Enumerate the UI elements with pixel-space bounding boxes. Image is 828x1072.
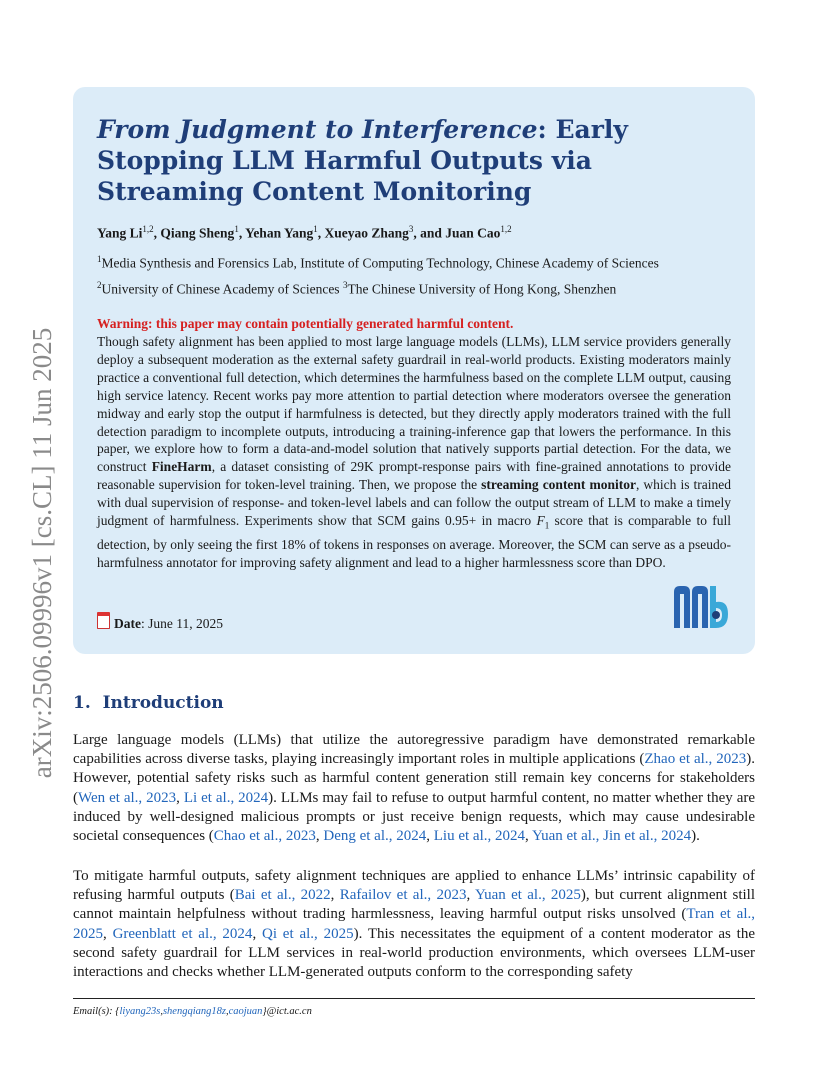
abstract-text [97,333,731,571]
arxiv-identifier: arXiv:2506.09996v1 [cs.CL] 11 Jun 2025 [27,327,57,779]
method-name: streaming content monitor [481,477,636,493]
affiliation-line-1 [97,254,659,272]
abstract-segment: , a dataset consisting of 29K prompt-response pairs with fine-grained annotations to provide reasonable supervision for token-level training. Then, we propose the [97,459,731,493]
author-affiliation-mark: 1,2 [142,224,154,234]
abstract-segment: score that is comparable to full detection, by only seeing the first 18% of tokens in responses on average. Moreover, the SCM can serve as a pseudo-harmfulness annotator for improving safety alignment and lead to a higher harmlessness score than DPO. [97,513,731,570]
author-affiliation-mark: 1 [234,224,239,234]
abstract-segment: Though safety alignment has been applied to most large language models (LLMs), LLM service providers generally deploy a subsequent moderation as the external safety guardrail in real-world products. Existing moderators mainly practice a conventional full detection, which determines the harmfulness based on the complete LLM output, causing high service latency. Recent works pay more attention to partial detection where moderators oversee the generation midway and early stop the output if harmfulness is detected, but they directly apply moderators trained with the full detection paradigm to incomplete outputs, introducing a training-inference gap that lowers the performance. In this paper, we explore how to form a data-and-model solution that natively supports partial detection. For the data, we construct [97,334,731,475]
citation-link[interactable]: Bai et al., 2022 [234,887,331,904]
email-link[interactable]: liyang23s [119,1006,161,1017]
author-affiliation-mark: 3 [408,224,414,234]
paper-title [97,114,737,207]
text-segment: ). LLMs may fail to refuse to output harmful content, no matter whether they are induced by well-designed malicious prompts or just receive benign requests, which may cause undesirable societal consequences ( [73,789,756,845]
citation-link[interactable]: Greenblatt et al., 2024 [112,925,253,942]
text-segment: ). However, potential safety risks such as harmful content generation still remain key concerns for stakeholders ( [73,751,755,806]
f1-subscript: 1 [544,520,550,531]
author-affiliation-mark: 1,2 [500,224,512,234]
citation-link[interactable]: Tran et al., 2025 [73,906,755,942]
content-warning: Warning: this paper may contain potentially generated harmful content. [97,316,514,331]
citation-link[interactable]: Qi et al., 2025 [262,925,354,942]
text-segment: Large language models (LLMs) that utilize the autoregressive paradigm have demonstrated remarkable capabilities across diverse tasks, playing increasingly important roles in multiple applications ( [73,732,755,768]
author-separator: , [317,225,325,241]
text-segment: , [426,828,434,845]
author-name: Qiang Sheng [160,225,235,241]
calendar-icon [97,612,110,629]
section-number: 1. [73,693,91,713]
footer-email [73,1006,312,1017]
publication-date [97,612,223,632]
author-name: Yehan Yang [245,225,314,241]
f1-symbol: F [536,513,545,529]
text-segment: , [466,887,475,904]
author-separator: , [153,225,161,241]
title-italic: From Judgment to Interference [97,115,538,144]
dataset-name: FineHarm [151,459,212,475]
affiliation-text: Media Synthesis and Forensics Lab, Institute of Computing Technology, Chinese Academy of Sciences [101,255,659,271]
author-name: Juan Cao [445,225,501,241]
email-link[interactable]: caojuan [228,1006,263,1017]
citation-link[interactable]: Liu et al., 2024 [433,828,525,845]
affiliation-mark: 3 [342,280,348,290]
text-segment: ). [691,828,700,845]
text-segment: ), but current alignment still cannot maintain helpfulness without trading harmlessness, leaving harmful output risks unsolved ( [73,887,755,923]
text-segment: , [252,925,262,942]
date-label: Date [114,616,141,631]
affiliation-mark: 2 [97,280,102,290]
title-rest: : Early Stopping LLM Harmful Outputs via Streaming Content Monitoring [97,115,628,206]
author-list [97,224,512,242]
citation-link[interactable]: Wen et al., 2023 [78,789,177,806]
author-name: Xueyao Zhang [324,225,409,241]
footer-suffix: }@ict.ac.cn [262,1006,312,1017]
affiliation-line-2 [97,280,616,298]
text-segment: To mitigate harmful outputs, safety alignment techniques are applied to enhance LLMs’ intrinsic capability of refusing harmful outputs ( [73,868,755,904]
intro-paragraph-1 [73,731,755,846]
email-link[interactable]: shengqiang18z [162,1006,226,1017]
text-segment: , [103,925,113,942]
author-name: Yang Li [97,225,143,241]
affiliation-text: The Chinese University of Hong Kong, Shenzhen [347,281,617,297]
footer-comma: , [160,1006,163,1017]
citation-link[interactable]: Yuan et al., 2025 [474,887,581,904]
date-value: : June 11, 2025 [141,616,223,631]
citation-link[interactable]: Deng et al., 2024 [323,828,427,845]
institution-logo [670,582,732,632]
affiliation-text: University of Chinese Academy of Sciences [101,281,343,297]
intro-paragraph-2 [73,867,755,982]
footer-comma: , [225,1006,229,1017]
footer-rule [73,998,755,999]
text-segment: , [176,789,184,806]
citation-link[interactable]: Rafailov et al., 2023 [339,887,467,904]
section-heading [73,693,224,713]
section-title: Introduction [102,693,224,713]
text-segment: ). This necessitates the equipment of a content moderator as the second safety guardrail for LLM services in real-world production environments, which oversees LLM-user interactions and checks whether LLM-generated outputs conform to the corresponding safety [73,925,755,981]
citation-link[interactable]: Chao et al., 2023 [213,828,316,845]
author-affiliation-mark: 1 [313,224,318,234]
citation-link[interactable]: Yuan et al., Jin et al., 2024 [531,828,692,845]
citation-link[interactable]: Li et al., 2024 [183,789,269,806]
text-segment: , [315,828,324,845]
citation-link[interactable]: Zhao et al., 2023 [644,751,747,768]
abstract-segment: , which is trained with dual supervision of response- and token-level labels and can follow the output stream of LLM to make a timely judgment of harmfulness. Experiments show that SCM gains 0.95+ in macro [97,477,732,529]
author-separator: , and [413,225,446,241]
footer-prefix: Email(s): { [73,1006,120,1017]
author-separator: , [238,225,246,241]
text-segment: , [330,887,340,904]
affiliation-mark: 1 [97,254,102,264]
text-segment: , [524,828,532,845]
